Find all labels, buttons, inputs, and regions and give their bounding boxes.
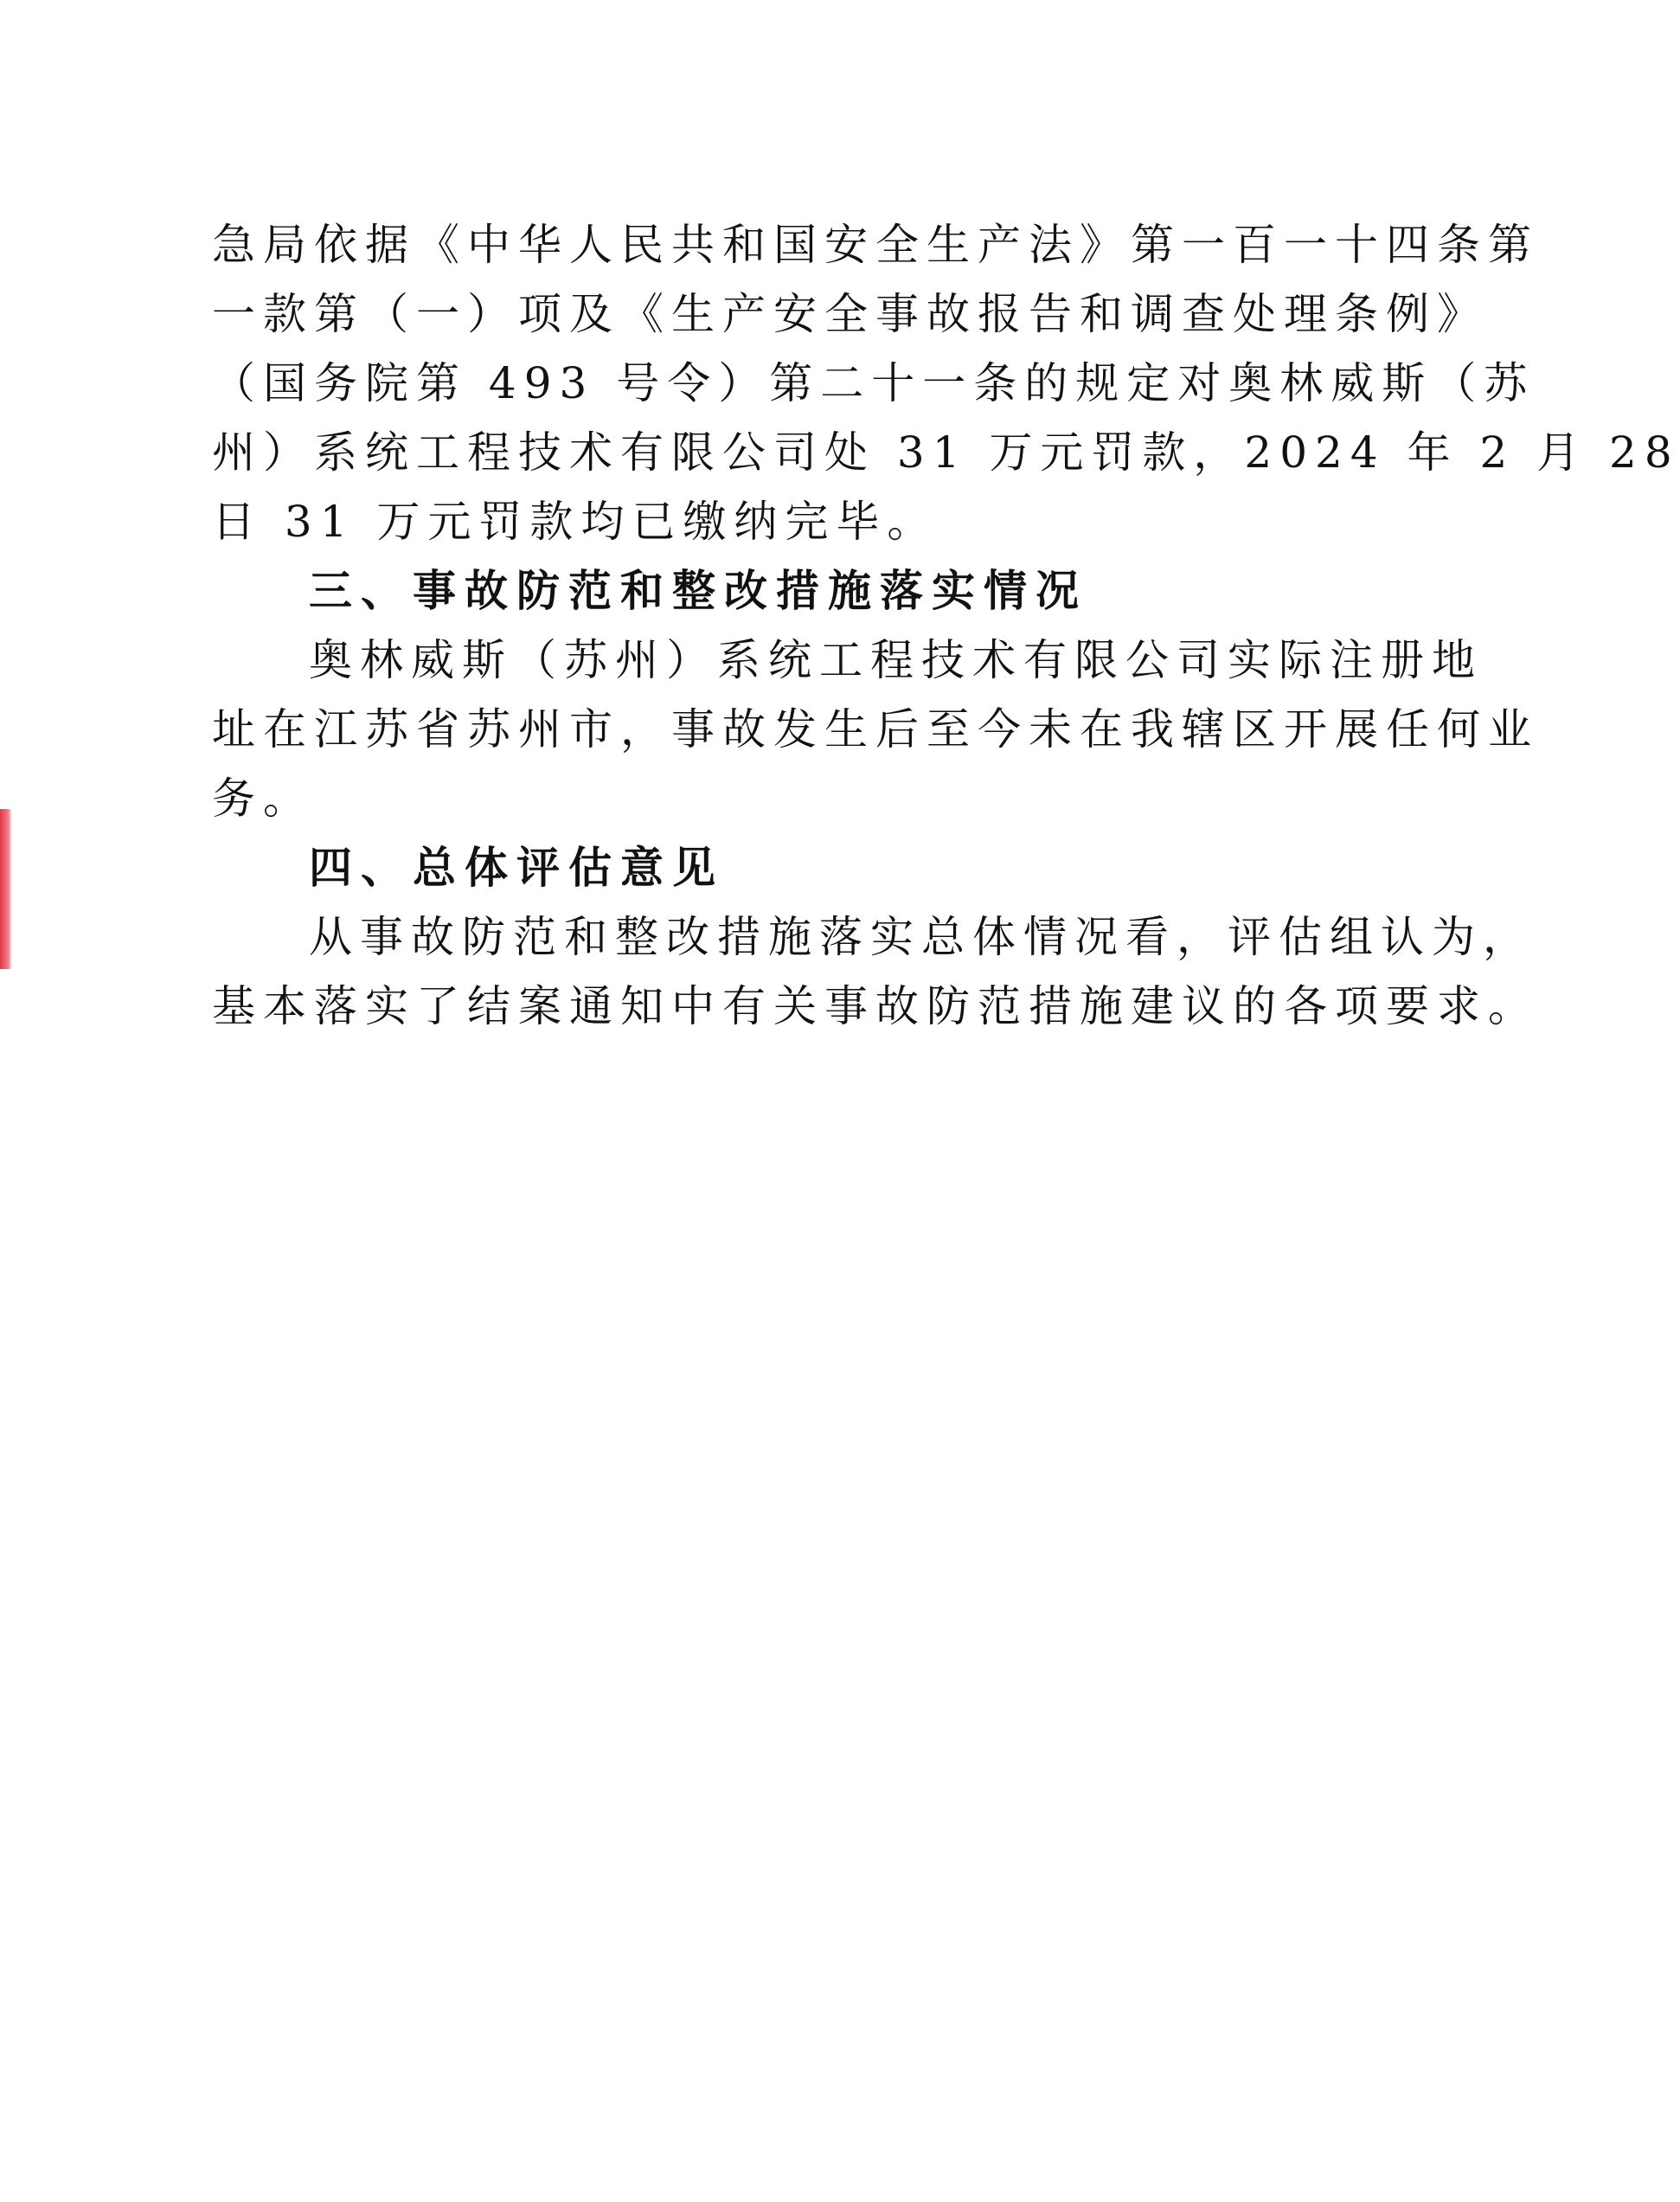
text-line: 基本落实了结案通知中有关事故防范措施建议的各项要求。 [212,981,1539,1031]
section2-tail-paragraph [212,210,1680,556]
binding-edge-mark [0,809,12,969]
text-line: 从事故防范和整改措施落实总体情况看，评估组认为， [309,912,1534,962]
section4-paragraph [212,902,1539,1041]
section3-heading: 三、事故防范和整改措施落实情况 [309,565,1087,616]
section4-heading: 四、总体评估意见 [309,842,724,893]
text-line: 急局依据《中华人民共和国安全生产法》第一百一十四条第 [212,220,1539,270]
text-line: 址在江苏省苏州市，事故发生后至今未在我辖区开展任何业 [212,704,1539,754]
document-body [212,210,1680,1041]
text-line: 一款第（一）项及《生产安全事故报告和调查处理条例》 [212,289,1488,339]
text-line: 日 31 万元罚款均已缴纳完毕。 [212,497,939,547]
text-line: （国务院第 493 号令）第二十一条的规定对奥林威斯（苏 [212,358,1536,408]
text-line: 务。 [212,774,314,824]
text-line: 州）系统工程技术有限公司处 31 万元罚款，2024 年 2 月 28 [212,427,1680,478]
section3-paragraph [212,626,1539,833]
text-line: 奥林威斯（苏州）系统工程技术有限公司实际注册地 [309,635,1483,685]
